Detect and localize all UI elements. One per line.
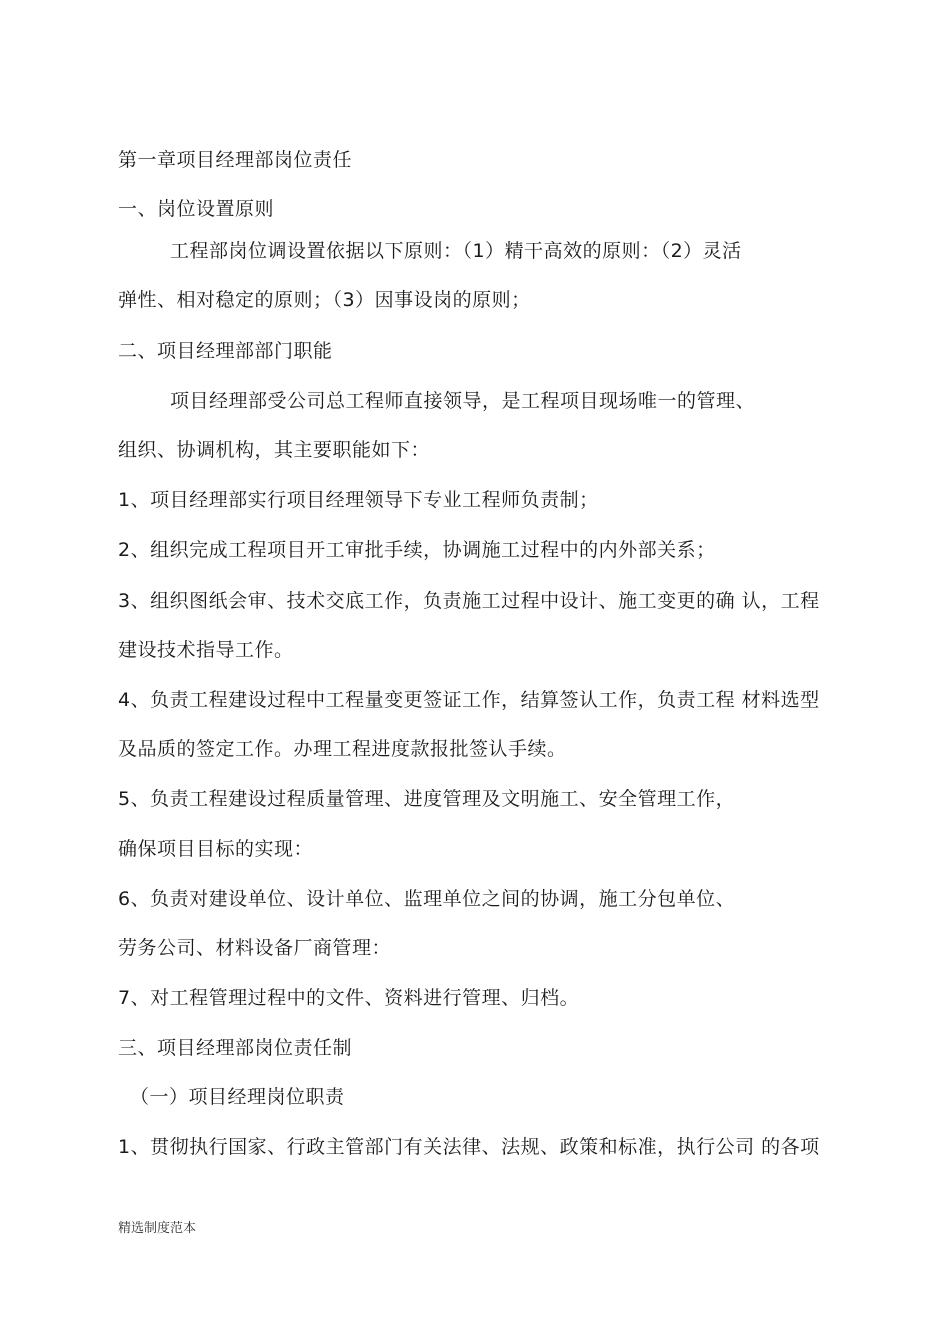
section-heading: 三、项目经理部岗位责任制 xyxy=(118,1037,353,1059)
page-footer: 精选制度范本 xyxy=(118,1221,197,1236)
list-item: 2、组织完成工程项目开工审批手续，协调施工过程中的内外部关系； xyxy=(118,539,716,561)
paragraph-line: 项目经理部受公司总工程师直接领导，是工程项目现场唯一的管理、 xyxy=(170,390,756,412)
list-item: 7、对工程管理过程中的文件、资料进行管理、归档。 xyxy=(118,987,580,1009)
list-item: 6、负责对建设单位、设计单位、监理单位之间的协调，施工分包单位、 xyxy=(118,888,736,910)
subsection-heading: （一）项目经理岗位职责 xyxy=(130,1086,345,1108)
paragraph-line: 工程部岗位调设置依据以下原则：（1）精干高效的原则：（2）灵活 xyxy=(170,240,742,262)
paragraph-line: 组织、协调机构，其主要职能如下： xyxy=(118,439,431,461)
list-item: 3、组织图纸会审、技术交底工作，负责施工过程中设计、施工变更的确 认，工程 xyxy=(118,590,820,612)
section-heading: 一、岗位设置原则 xyxy=(118,198,275,220)
list-item: 5、负责工程建设过程质量管理、进度管理及文明施工、安全管理工作， xyxy=(118,788,736,810)
paragraph-line: 弹性、相对稳定的原则；（3）因事设岗的原则； xyxy=(118,289,531,311)
list-item: 1、项目经理部实行项目经理领导下专业工程师负责制； xyxy=(118,489,599,511)
list-item-continuation: 及品质的签定工作。办理工程进度款报批签认手续。 xyxy=(118,738,567,760)
list-item: 4、负责工程建设过程中工程量变更签证工作，结算签认工作，负责工程 材料选型 xyxy=(118,689,820,711)
list-item-continuation: 确保项目目标的实现： xyxy=(118,838,314,860)
list-item-continuation: 劳务公司、材料设备厂商管理： xyxy=(118,937,392,959)
list-item-continuation: 建设技术指导工作。 xyxy=(118,639,294,661)
section-heading: 二、项目经理部部门职能 xyxy=(118,340,333,362)
chapter-title: 第一章项目经理部岗位责任 xyxy=(118,149,353,171)
list-item: 1、贯彻执行国家、行政主管部门有关法律、法规、政策和标准，执行公司 的各项 xyxy=(118,1136,820,1158)
